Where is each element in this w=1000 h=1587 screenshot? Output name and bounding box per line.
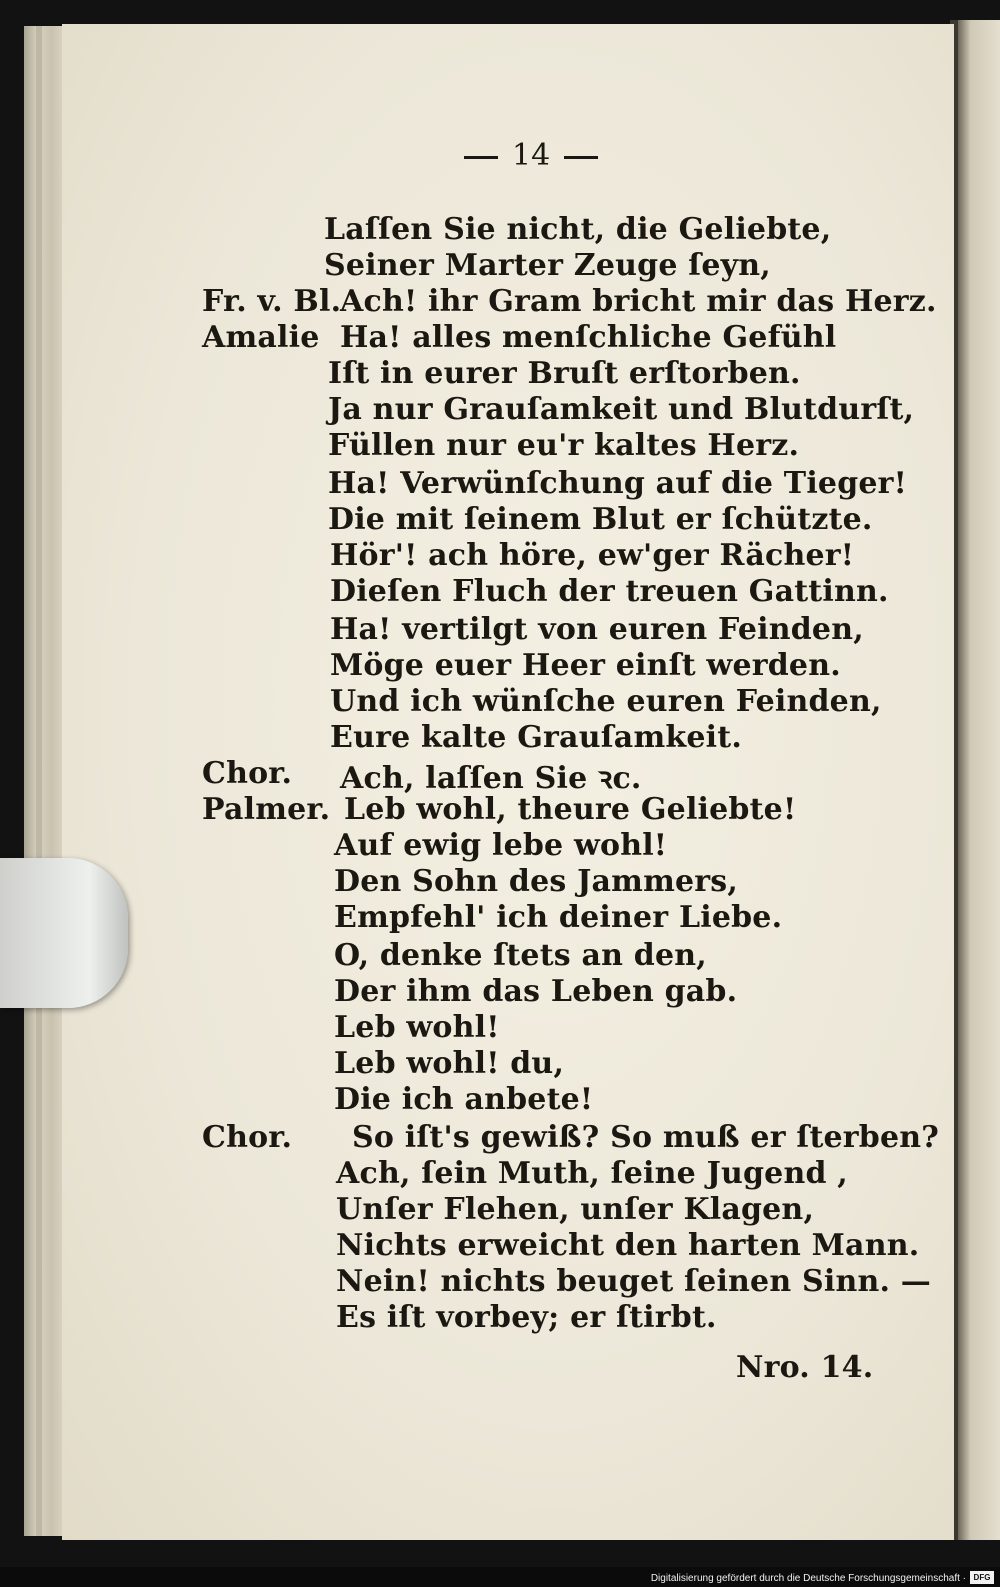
verse-line: Nichts erweicht den harten Mann.: [336, 1228, 920, 1263]
verse-line: Ach! ihr Gram bricht mir das Herz.: [340, 284, 937, 319]
verse-line: Auf ewig lebe wohl!: [334, 828, 668, 863]
digitization-credit: Digitalisierung gefördert durch die Deutsche Forschungsgemeinschaft ·: [650, 1573, 966, 1584]
header-rule-left: [464, 156, 498, 159]
verse-line: Nein! nichts beuget ſeinen Sinn. —: [336, 1264, 931, 1299]
page-number: [450, 138, 612, 173]
page-stack-line: [36, 26, 42, 1536]
verse-line: Eure kalte Grauſamkeit.: [330, 720, 742, 755]
verse-line: Ha! alles menſchliche Gefühl: [340, 320, 837, 355]
verse-line: Möge euer Heer einſt werden.: [330, 648, 841, 683]
facing-page-edge: [958, 20, 1000, 1540]
verse-line: Ha! vertilgt von euren Feinden,: [330, 612, 864, 647]
verse-line: Füllen nur eu'r kaltes Herz.: [328, 428, 800, 463]
verse-line: Die mit ſeinem Blut er ſchützte.: [328, 502, 873, 537]
verse-line: Es iſt vorbey; er ſtirbt.: [336, 1300, 717, 1335]
speaker-label: Chor.: [202, 756, 293, 791]
verse-line: Leb wohl!: [334, 1010, 500, 1045]
verse-line: Hör'! ach höre, ew'ger Rächer!: [330, 538, 855, 573]
verse-line: Ach, ſein Muth, ſeine Jugend ,: [336, 1156, 848, 1191]
verse-line: Empfehl' ich deiner Liebe.: [334, 900, 783, 935]
verse-line: Die ich anbete!: [334, 1082, 594, 1117]
catchword: Nro. 14.: [736, 1350, 874, 1385]
speaker-label: Chor.: [202, 1120, 293, 1155]
verse-line: Seiner Marter Zeuge ſeyn,: [324, 248, 771, 283]
verse-line: Der ihm das Leben gab.: [334, 974, 738, 1009]
verse-line: So iſt's gewiß? So muß er ſterben?: [352, 1120, 940, 1155]
dfg-logo: DFG: [970, 1571, 994, 1584]
verse-line: Unſer Flehen, unſer Klagen,: [336, 1192, 815, 1227]
verse-line: O, denke ſtets an den,: [334, 938, 707, 973]
footer-bar: [0, 1567, 1000, 1587]
verse-line: Laſſen Sie nicht, die Geliebte,: [324, 212, 832, 247]
verse-line: Iſt in eurer Bruſt erſtorben.: [328, 356, 801, 391]
speaker-label: Palmer.: [202, 792, 331, 827]
verse-line: Und ich wünſche euren Feinden,: [330, 684, 882, 719]
verse-line: Ja nur Grauſamkeit und Blutdurſt,: [328, 392, 915, 427]
page-number-text: 14: [512, 138, 551, 173]
verse-line: Dieſen Fluch der treuen Gattinn.: [330, 574, 889, 609]
verse-line: Den Sohn des Jammers,: [334, 864, 739, 899]
page-holder-clip: [0, 858, 128, 1008]
speaker-label: Amalie: [202, 320, 320, 355]
speaker-label: Fr. v. Bl.: [202, 284, 342, 319]
verse-line: Leb wohl! du,: [334, 1046, 565, 1081]
verse-line: Leb wohl, theure Geliebte!: [344, 792, 797, 827]
verse-line: Ach, laſſen Sie ꝛc.: [340, 761, 642, 796]
header-rule-right: [564, 156, 598, 159]
verse-line: Ha! Verwünſchung auf die Tieger!: [328, 466, 908, 501]
